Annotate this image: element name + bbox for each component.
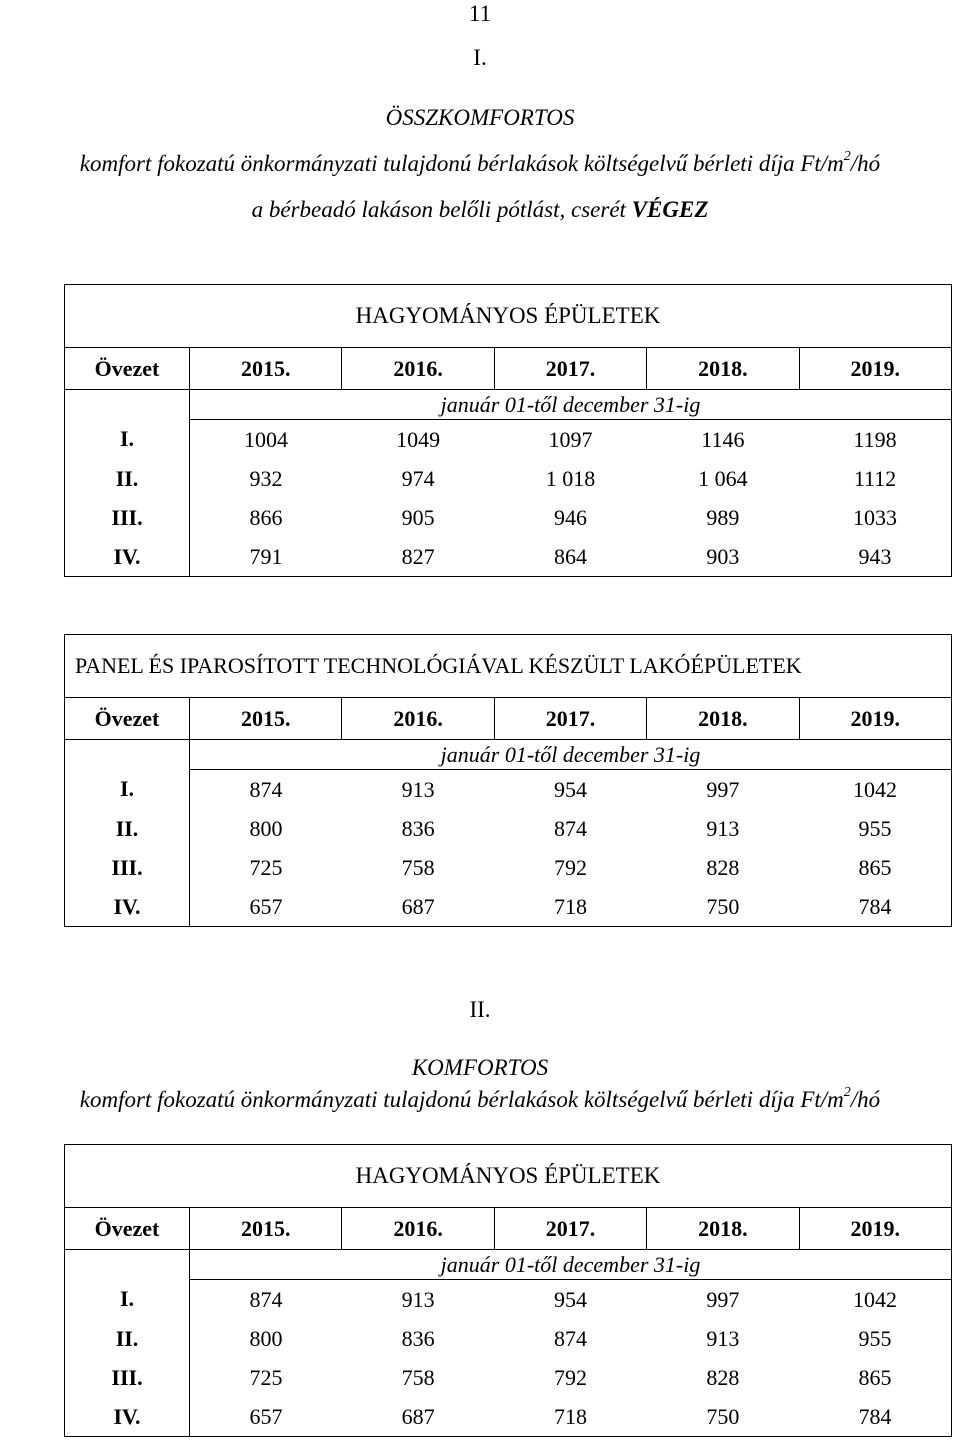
- value-cell: 750: [647, 1397, 799, 1437]
- section-1-superscript: 2: [843, 149, 851, 165]
- section-1-title: ÖSSZKOMFORTOS: [385, 105, 575, 130]
- value-cell: 865: [799, 848, 951, 887]
- column-header: 2016.: [342, 348, 494, 390]
- section-2-title: KOMFORTOS: [411, 1055, 549, 1080]
- page-number: 11: [468, 1, 492, 26]
- zone-label: I.: [65, 770, 190, 810]
- zone-label: II.: [65, 809, 190, 848]
- value-cell: 974: [401, 465, 435, 491]
- column-header: 2019.: [799, 698, 951, 740]
- column-header: 2018.: [647, 1208, 799, 1250]
- value-cell: 954: [553, 1286, 587, 1312]
- table-traditional-buildings-2: [64, 1144, 952, 1437]
- section-2-roman: II.: [469, 997, 491, 1022]
- value-cell: 943: [799, 537, 951, 577]
- table-row: [65, 1319, 952, 1358]
- table-heading: PANEL ÉS IPAROSÍTOTT TECHNOLÓGIÁVAL KÉSZÜLT LAKÓÉPÜLETEK: [65, 635, 952, 698]
- value-cell: 905: [401, 504, 435, 530]
- table-row: [65, 420, 952, 460]
- value-cell: 828: [706, 1364, 740, 1390]
- value-cell: 1 018: [545, 465, 596, 491]
- column-header: 2015.: [190, 348, 342, 390]
- value-cell: 913: [401, 1286, 435, 1312]
- value-cell: 1042: [799, 770, 951, 810]
- value-cell: 657: [190, 887, 342, 927]
- zone-label: III.: [65, 498, 190, 537]
- value-cell: 874: [190, 1280, 342, 1320]
- table-row: [65, 887, 952, 927]
- column-header: 2017.: [494, 348, 646, 390]
- table-row: [65, 1397, 952, 1437]
- value-cell: 758: [401, 1364, 435, 1390]
- table-row: [65, 1280, 952, 1320]
- value-cell: 758: [401, 854, 435, 880]
- section-1-roman: I.: [473, 45, 487, 70]
- section-1-subtitle-emphasis: VÉGEZ: [631, 197, 709, 222]
- value-cell: 791: [190, 537, 342, 577]
- table-row: [65, 498, 952, 537]
- table-row: [65, 809, 952, 848]
- value-cell: 946: [553, 504, 587, 530]
- section-1-subtitle-text: a bérbeadó lakáson belőli pótlást, cserét: [251, 197, 632, 222]
- value-cell: 955: [799, 809, 951, 848]
- table-row: [65, 459, 952, 498]
- zone-cell-empty: [65, 740, 190, 770]
- value-cell: 865: [799, 1358, 951, 1397]
- value-cell: 913: [401, 776, 435, 802]
- section-2-description-text: komfort fokozatú önkormányzati tulajdonú bérlakások költségelvű bérleti díja Ft/m: [79, 1087, 844, 1112]
- value-cell: 932: [190, 459, 342, 498]
- zone-label: II.: [65, 1319, 190, 1358]
- value-cell: 827: [342, 537, 494, 577]
- zone-label: I.: [65, 1280, 190, 1320]
- column-header: 2015.: [190, 698, 342, 740]
- section-1-description-unit: /hó: [850, 151, 881, 176]
- section-2-description-unit: /hó: [850, 1087, 881, 1112]
- value-cell: 874: [553, 815, 587, 841]
- value-cell: 989: [706, 504, 740, 530]
- table-traditional-buildings-1: [64, 284, 952, 577]
- value-cell: 828: [706, 854, 740, 880]
- column-header: 2018.: [647, 698, 799, 740]
- value-cell: 1097: [548, 426, 593, 452]
- period-note: január 01-től december 31-ig: [190, 390, 952, 420]
- table-row: [65, 1358, 952, 1397]
- column-header: 2018.: [647, 348, 799, 390]
- value-cell: 1033: [799, 498, 951, 537]
- value-cell: 955: [799, 1319, 951, 1358]
- column-header: Övezet: [65, 348, 190, 390]
- period-note: január 01-től december 31-ig: [190, 740, 952, 770]
- value-cell: 718: [494, 1397, 646, 1437]
- zone-label: II.: [65, 459, 190, 498]
- value-cell: 1042: [799, 1280, 951, 1320]
- zone-cell-empty: [65, 1250, 190, 1280]
- section-2-superscript: 2: [843, 1085, 851, 1101]
- value-cell: 687: [342, 1397, 494, 1437]
- table-heading: HAGYOMÁNYOS ÉPÜLETEK: [65, 285, 952, 348]
- value-cell: 836: [401, 815, 435, 841]
- zone-label: III.: [65, 848, 190, 887]
- zone-label: IV.: [65, 887, 190, 927]
- column-header: 2016.: [342, 698, 494, 740]
- value-cell: 800: [190, 809, 342, 848]
- table-row: [65, 770, 952, 810]
- column-header: 2017.: [494, 1208, 646, 1250]
- value-cell: 792: [553, 854, 587, 880]
- column-header: Övezet: [65, 1208, 190, 1250]
- value-cell: 657: [190, 1397, 342, 1437]
- section-2-description: [0, 1086, 960, 1114]
- column-header: 2017.: [494, 698, 646, 740]
- value-cell: 1004: [190, 420, 342, 460]
- value-cell: 784: [799, 1397, 951, 1437]
- zone-label: III.: [65, 1358, 190, 1397]
- section-1-description: [0, 150, 960, 178]
- column-header: 2019.: [799, 1208, 951, 1250]
- column-header: 2019.: [799, 348, 951, 390]
- value-cell: 1198: [799, 420, 951, 460]
- value-cell: 836: [401, 1325, 435, 1351]
- column-header: 2016.: [342, 1208, 494, 1250]
- value-cell: 725: [190, 848, 342, 887]
- zone-label: IV.: [65, 537, 190, 577]
- value-cell: 718: [494, 887, 646, 927]
- table-row: [65, 537, 952, 577]
- value-cell: 792: [553, 1364, 587, 1390]
- table-row: [65, 848, 952, 887]
- value-cell: 954: [553, 776, 587, 802]
- table-heading: HAGYOMÁNYOS ÉPÜLETEK: [65, 1145, 952, 1208]
- period-note: január 01-től december 31-ig: [190, 1250, 952, 1280]
- value-cell: 874: [553, 1325, 587, 1351]
- section-1-subtitle: [0, 196, 960, 224]
- value-cell: 997: [706, 1286, 740, 1312]
- column-header: Övezet: [65, 698, 190, 740]
- value-cell: 997: [706, 776, 740, 802]
- value-cell: 784: [799, 887, 951, 927]
- zone-label: IV.: [65, 1397, 190, 1437]
- value-cell: 750: [647, 887, 799, 927]
- value-cell: 913: [706, 1325, 740, 1351]
- value-cell: 866: [190, 498, 342, 537]
- value-cell: 725: [190, 1358, 342, 1397]
- value-cell: 874: [190, 770, 342, 810]
- value-cell: 903: [647, 537, 799, 577]
- value-cell: 687: [342, 887, 494, 927]
- value-cell: 1 064: [698, 465, 748, 491]
- value-cell: 800: [190, 1319, 342, 1358]
- zone-label: I.: [65, 420, 190, 460]
- value-cell: 1112: [799, 459, 951, 498]
- zone-cell-empty: [65, 390, 190, 420]
- value-cell: 913: [706, 815, 740, 841]
- section-1-description-text: komfort fokozatú önkormányzati tulajdonú bérlakások költségelvű bérleti díja Ft/m: [79, 151, 844, 176]
- column-header: 2015.: [190, 1208, 342, 1250]
- value-cell: 1146: [701, 426, 745, 452]
- value-cell: 864: [494, 537, 646, 577]
- value-cell: 1049: [396, 426, 441, 452]
- table-panel-buildings: [64, 634, 952, 927]
